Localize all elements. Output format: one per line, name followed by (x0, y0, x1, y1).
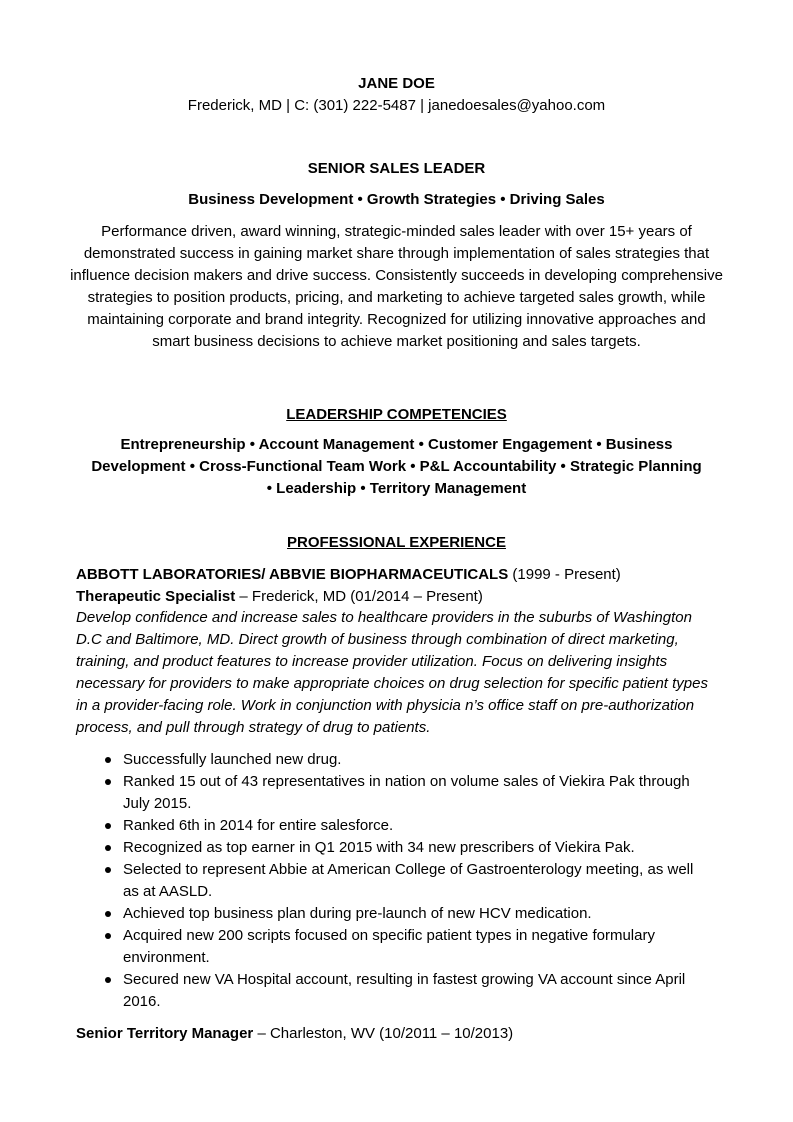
profile-headline: SENIOR SALES LEADER (307, 160, 486, 177)
role-line-2 (76, 1023, 716, 1045)
candidate-name: JANE DOE (358, 75, 435, 92)
competencies-list: Entrepreneurship • Account Management • Customer Engagement • Business Development • Cross-Functional Team Work • P&L Accountability • Strategic Planning • Leadership • Territory Management (91, 436, 702, 497)
list-item (76, 815, 696, 837)
profile-summary: Performance driven, award winning, strategic-minded sales leader with over 15+ years of demonstrated success in gaining market share through implementation of sales strategies that influence decision makers and drive success. Consistently succeeds in developing comprehensive strategies to position products, pricing, and marketing to achieve targeted sales growth, while maintaining corporate and brand integrity. Recognized for utilizing innovative approaches and smart business decisions to achieve market positioning and sales targets. (70, 223, 723, 350)
profile-subheadline: Business Development • Growth Strategies • Driving Sales (188, 191, 605, 208)
bullet-icon (105, 757, 111, 763)
list-item-text: Acquired new 200 scripts focused on specific patient types in negative formulary environment. (123, 927, 655, 966)
list-item (76, 903, 696, 925)
bullet-icon (105, 867, 111, 873)
role-details: – Frederick, MD (01/2014 – Present) (235, 588, 483, 605)
role-title: Therapeutic Specialist (76, 588, 236, 605)
contact-line: Frederick, MD | C: (301) 222-5487 | janedoesales@yahoo.com (187, 97, 606, 114)
list-item (76, 925, 696, 969)
achievement-list (76, 749, 696, 1013)
list-item-text: Achieved top business plan during pre-launch of new HCV medication. (123, 905, 592, 922)
role-title-2: Senior Territory Manager (76, 1025, 254, 1042)
list-item-text: Recognized as top earner in Q1 2015 with 34 new prescribers of Viekira Pak. (123, 839, 635, 856)
role-line (76, 586, 716, 608)
bullet-icon (105, 977, 111, 983)
company-line (76, 564, 716, 586)
list-item-text: Ranked 15 out of 43 representatives in nation on volume sales of Viekira Pak through July 2015. (123, 773, 690, 812)
company-name: ABBOTT LABORATORIES/ ABBVIE BIOPHARMACEUTICALS (76, 566, 509, 583)
bullet-icon (105, 845, 111, 851)
bullet-icon (105, 911, 111, 917)
list-item (76, 771, 696, 815)
role-description: Develop confidence and increase sales to healthcare providers in the suburbs of Washington D.C and Baltimore, MD. Direct growth of business through combination of direct marketing, training, and product features to increase provider utilization. Focus on delivering insights necessary for providers to make appropriate choices on drug selection for specific patient types in a provider-facing role. Work in conjunction with physicia n’s office staff on pre-authorization process, and pull through strategy of drug to patients. (76, 609, 708, 736)
bullet-icon (105, 779, 111, 785)
list-item (76, 837, 696, 859)
list-item-text: Secured new VA Hospital account, resulting in fastest growing VA account since April 2016. (123, 971, 686, 1010)
list-item (76, 969, 696, 1013)
bullet-icon (105, 823, 111, 829)
role-details-2: – Charleston, WV (10/2011 – 10/2013) (253, 1025, 514, 1042)
list-item-text: Ranked 6th in 2014 for entire salesforce. (123, 817, 394, 834)
company-dates: (1999 - Present) (508, 566, 621, 583)
list-item (76, 749, 696, 771)
list-item (76, 859, 696, 903)
list-item-text: Selected to represent Abbie at American College of Gastroenterology meeting, as well as at AASLD. (123, 861, 694, 900)
section-title-experience: PROFESSIONAL EXPERIENCE (287, 534, 506, 551)
bullet-icon (105, 933, 111, 939)
section-title-competencies: LEADERSHIP COMPETENCIES (286, 406, 507, 423)
list-item-text: Successfully launched new drug. (123, 751, 342, 768)
